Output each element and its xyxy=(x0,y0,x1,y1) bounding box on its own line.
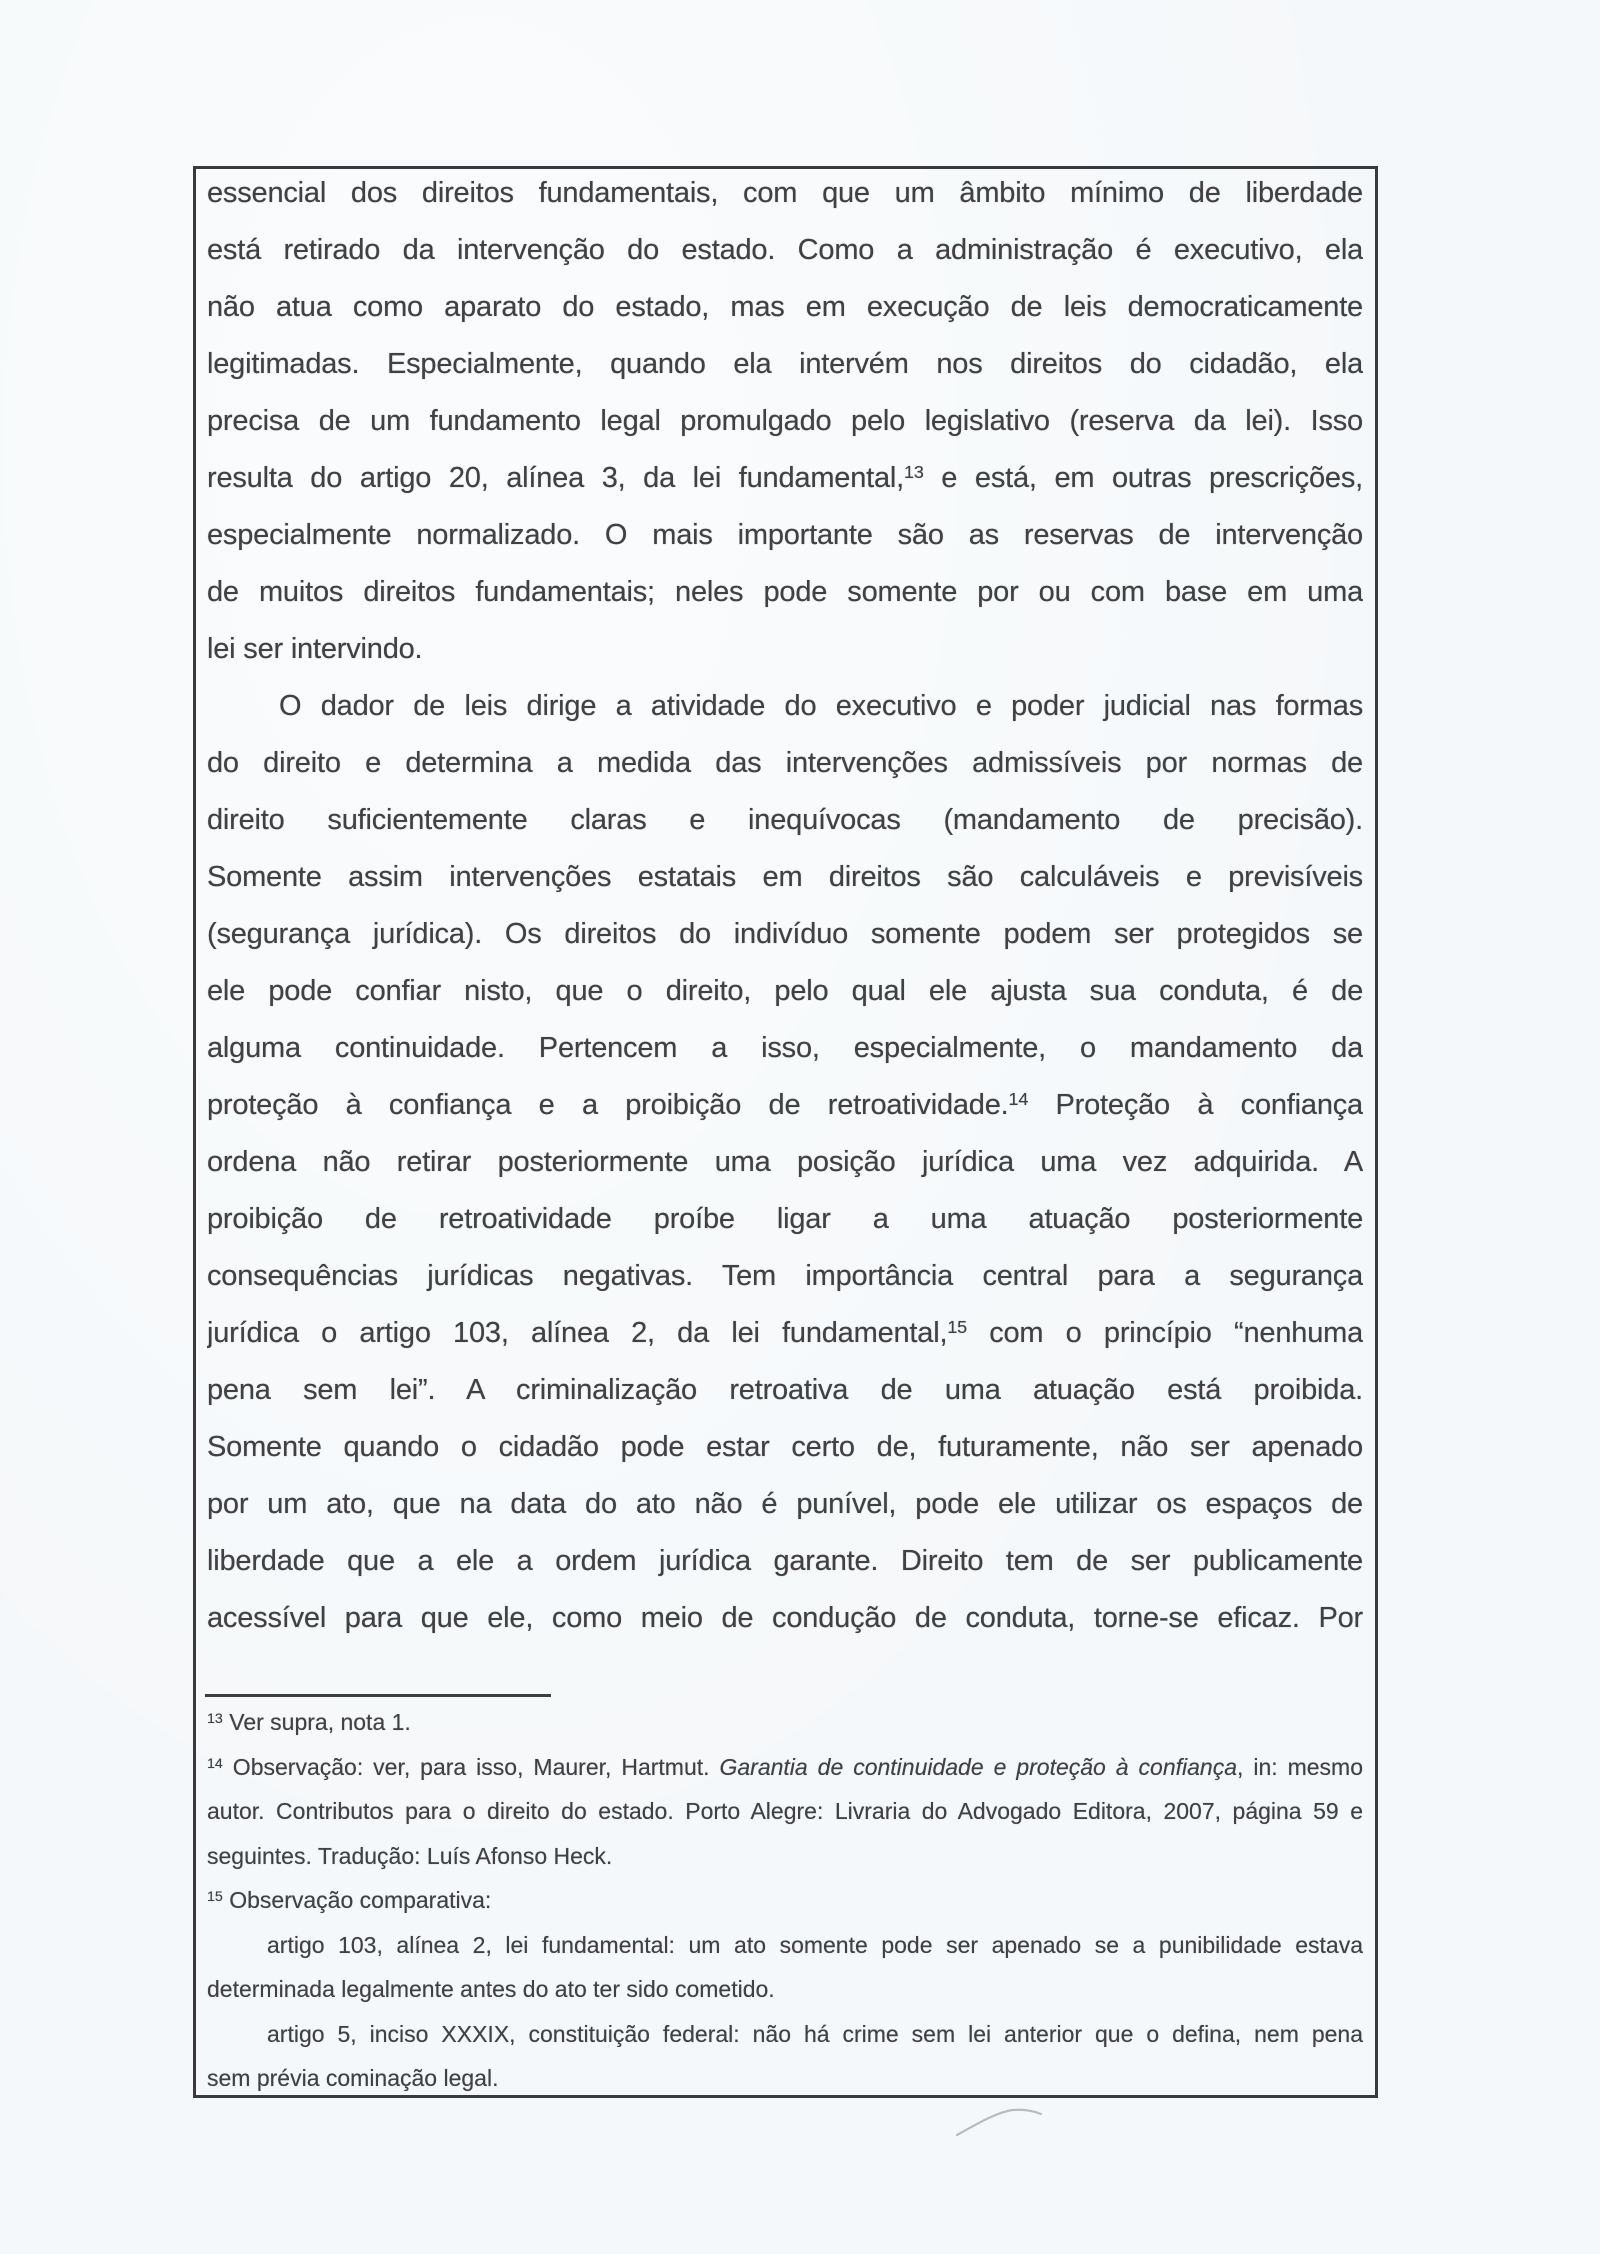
text-segment: O dador de leis dirige a atividade do executivo e poder judicial nas formas xyxy=(279,690,1363,722)
text-segment: pena sem lei”. A criminalização retroativa de uma atuação está proibida. xyxy=(207,1374,1363,1406)
text-segment: ordena não retirar posteriormente uma posição jurídica uma vez adquirida. A xyxy=(207,1146,1363,1178)
text-segment: sem prévia cominação legal. xyxy=(207,2065,499,2091)
text-segment: com o princípio “nenhuma xyxy=(966,1317,1363,1349)
text-segment: de muitos direitos fundamentais; neles pode somente por ou com base em uma xyxy=(207,576,1363,608)
body-line xyxy=(207,450,1363,507)
body-line xyxy=(207,1476,1363,1533)
text-segment: proteção à confiança e a proibição de retroatividade. xyxy=(207,1089,1009,1121)
text-segment: precisa de um fundamento legal promulgado pelo legislativo (reserva da lei). Isso xyxy=(207,405,1363,437)
text-segment: e está, em outras prescrições, xyxy=(923,462,1363,494)
text-segment: acessível para que ele, como meio de condução de conduta, torne-se eficaz. Por xyxy=(207,1602,1363,1634)
body-line xyxy=(207,849,1363,906)
footnote-reference: 15 xyxy=(207,1889,223,1906)
text-segment: lei ser intervindo. xyxy=(207,633,423,665)
footnote-line xyxy=(207,2056,1363,2101)
footnote-line xyxy=(207,1834,1363,1879)
text-segment: não atua como aparato do estado, mas em execução de leis democraticamente xyxy=(207,291,1363,323)
footnote-line xyxy=(207,1878,1363,1923)
text-segment: consequências jurídicas negativas. Tem importância central para a segurança xyxy=(207,1260,1363,1292)
text-segment: artigo 103, alínea 2, lei fundamental: um ato somente pode ser apenado se a punibilidade estava xyxy=(267,1931,1363,1958)
text-segment: (segurança jurídica). Os direitos do indivíduo somente podem ser protegidos se xyxy=(207,918,1363,950)
text-segment: , in: mesmo xyxy=(1237,1753,1363,1780)
footnote-line xyxy=(207,1700,1363,1745)
footnote-line xyxy=(207,1789,1363,1834)
body-line xyxy=(207,507,1363,564)
text-segment: alguma continuidade. Pertencem a isso, especialmente, o mandamento da xyxy=(207,1032,1363,1064)
footnote-reference: 13 xyxy=(207,1711,223,1728)
text-segment: está retirado da intervenção do estado. Como a administração é executivo, ela xyxy=(207,234,1363,266)
footnote-line xyxy=(207,2012,1363,2057)
text-segment: Observação: ver, para isso, Maurer, Hartmut. xyxy=(222,1753,720,1780)
body-line xyxy=(207,621,1363,678)
body-line xyxy=(207,1020,1363,1077)
text-segment: direito suficientemente claras e inequívocas (mandamento de precisão). xyxy=(207,804,1363,836)
text-segment: proibição de retroatividade proíbe ligar a uma atuação posteriormente xyxy=(207,1203,1363,1235)
body-line xyxy=(207,1590,1363,1647)
body-line xyxy=(207,1248,1363,1305)
body-line xyxy=(207,735,1363,792)
footnote-line xyxy=(207,1967,1363,2012)
text-segment: essencial dos direitos fundamentais, com que um âmbito mínimo de liberdade xyxy=(207,177,1363,209)
text-segment: Garantia de continuidade e proteção à confiança xyxy=(719,1753,1237,1780)
body-line xyxy=(207,393,1363,450)
body-line xyxy=(207,678,1363,735)
body-line xyxy=(207,792,1363,849)
body-line xyxy=(207,963,1363,1020)
footnote-reference: 13 xyxy=(904,462,924,483)
body-line xyxy=(207,564,1363,621)
body-line xyxy=(207,336,1363,393)
text-segment: do direito e determina a medida das intervenções admissíveis por normas de xyxy=(207,747,1363,779)
text-segment: liberdade que a ele a ordem jurídica garante. Direito tem de ser publicamente xyxy=(207,1545,1363,1577)
text-segment: Observação comparativa: xyxy=(222,1887,492,1913)
body-line xyxy=(207,1419,1363,1476)
text-segment: seguintes. Tradução: Luís Afonso Heck. xyxy=(207,1842,613,1869)
text-segment: especialmente normalizado. O mais importante são as reservas de intervenção xyxy=(207,519,1363,551)
text-segment: por um ato, que na data do ato não é punível, pode ele utilizar os espaços de xyxy=(207,1488,1363,1520)
text-segment: Proteção à confiança xyxy=(1028,1089,1363,1121)
body-line xyxy=(207,1077,1363,1134)
body-line xyxy=(207,222,1363,279)
body-line xyxy=(207,279,1363,336)
footnote-line xyxy=(207,1923,1363,1968)
footnote-separator xyxy=(205,1694,551,1697)
footnote-line xyxy=(207,1745,1363,1790)
body-line xyxy=(207,1362,1363,1419)
text-segment: Somente assim intervenções estatais em direitos são calculáveis e previsíveis xyxy=(207,861,1363,893)
body-line xyxy=(207,165,1363,222)
text-segment: determinada legalmente antes do ato ter sido cometido. xyxy=(207,1976,775,2002)
text-segment: resulta do artigo 20, alínea 3, da lei fundamental, xyxy=(207,462,905,494)
text-segment: ele pode confiar nisto, que o direito, pelo qual ele ajusta sua conduta, é de xyxy=(207,975,1363,1007)
body-line xyxy=(207,1305,1363,1362)
text-segment: jurídica o artigo 103, alínea 2, da lei fundamental, xyxy=(207,1317,948,1349)
text-segment: artigo 5, inciso XXXIX, constituição federal: não há crime sem lei anterior que o defina, nem pena xyxy=(267,2020,1363,2047)
footnote-reference: 14 xyxy=(1008,1089,1029,1110)
body-line xyxy=(207,1533,1363,1590)
text-segment: legitimadas. Especialmente, quando ela intervém nos direitos do cidadão, ela xyxy=(207,348,1363,380)
body-line xyxy=(207,1134,1363,1191)
footnotes xyxy=(207,1700,1363,2101)
footnote-reference: 15 xyxy=(947,1317,967,1338)
body-line xyxy=(207,1191,1363,1248)
text-segment: autor. Contributos para o direito do estado. Porto Alegre: Livraria do Advogado Editora, 2007, página 59 e xyxy=(207,1798,1363,1824)
body-text xyxy=(207,165,1363,1647)
text-segment: Somente quando o cidadão pode estar certo de, futuramente, não ser apenado xyxy=(207,1431,1363,1463)
body-line xyxy=(207,906,1363,963)
footnote-reference: 14 xyxy=(207,1755,223,1772)
text-segment: Ver supra, nota 1. xyxy=(222,1709,411,1735)
